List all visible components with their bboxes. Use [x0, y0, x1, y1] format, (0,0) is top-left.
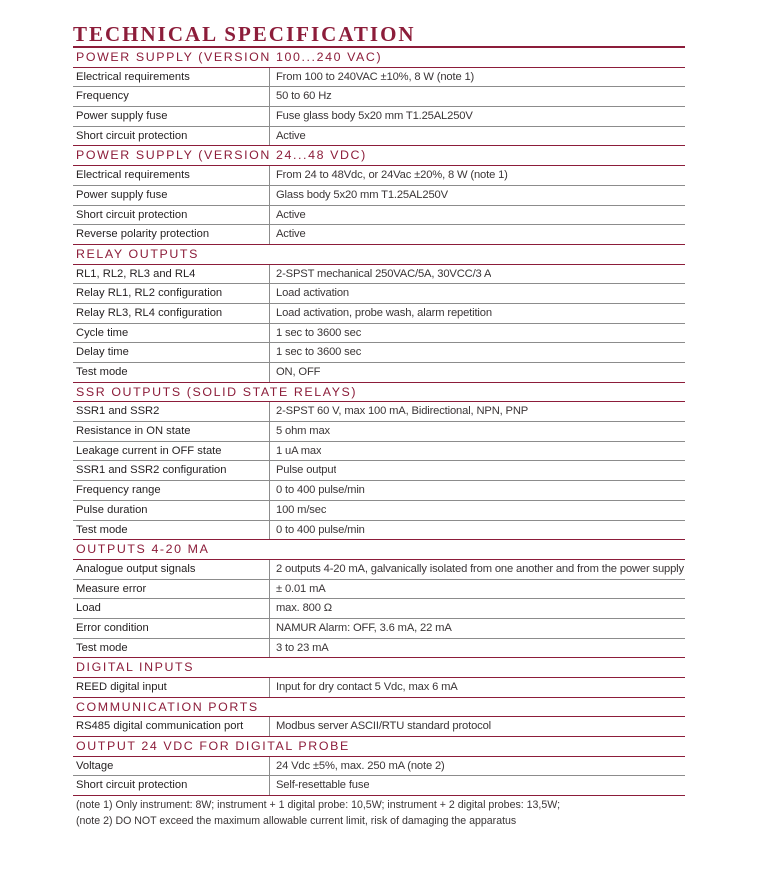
spec-value: Active	[276, 228, 306, 241]
spec-row	[73, 501, 685, 521]
spec-label: Test mode	[73, 363, 270, 382]
spec-label: Frequency range	[73, 481, 270, 500]
spec-section	[73, 540, 685, 658]
spec-label: Power supply fuse	[73, 186, 270, 205]
section-heading: POWER SUPPLY (VERSION 100...240 VAC)	[73, 48, 685, 68]
spec-label: Short circuit protection	[73, 127, 270, 146]
spec-row	[73, 776, 685, 796]
spec-label: Relay RL3, RL4 configuration	[73, 304, 270, 323]
spec-label: Load	[73, 599, 270, 618]
spec-row	[73, 87, 685, 107]
spec-label: Reverse polarity protection	[73, 225, 270, 244]
footnote-2: (note 2) DO NOT exceed the maximum allowable current limit, risk of damaging the apparatus	[76, 814, 517, 827]
spec-label: SSR1 and SSR2	[73, 402, 270, 421]
spec-row	[73, 678, 685, 698]
spec-row	[73, 225, 685, 245]
spec-value: Active	[276, 208, 306, 221]
spec-value: Glass body 5x20 mm T1.25AL250V	[276, 188, 448, 201]
spec-value: 1 sec to 3600 sec	[276, 346, 362, 359]
spec-value: 1 uA max	[276, 444, 322, 457]
spec-row	[73, 402, 685, 422]
spec-value: Load activation	[276, 287, 350, 300]
section-heading: RELAY OUTPUTS	[73, 245, 685, 265]
section-heading: DIGITAL INPUTS	[73, 658, 685, 678]
spec-row	[73, 304, 685, 324]
spec-value: Load activation, probe wash, alarm repetition	[276, 306, 492, 319]
spec-value: 3 to 23 mA	[276, 641, 329, 654]
spec-value: ± 0.01 mA	[276, 582, 326, 595]
spec-value: 50 to 60 Hz	[276, 90, 332, 103]
spec-label: RL1, RL2, RL3 and RL4	[73, 265, 270, 284]
spec-value: ON, OFF	[276, 366, 321, 378]
spec-row	[73, 619, 685, 639]
spec-table	[73, 48, 685, 796]
spec-value: Pulse output	[276, 464, 337, 477]
spec-value: 2-SPST 60 V, max 100 mA, Bidirectional, NPN, PNP	[276, 405, 529, 418]
spec-row	[73, 363, 685, 383]
spec-value: Fuse glass body 5x20 mm T1.25AL250V	[276, 110, 473, 123]
spec-value: Active	[276, 129, 306, 142]
spec-row	[73, 442, 685, 462]
spec-row	[73, 757, 685, 777]
spec-row	[73, 265, 685, 285]
spec-label: Delay time	[73, 343, 270, 362]
spec-row	[73, 717, 685, 737]
spec-row	[73, 599, 685, 619]
spec-value: 1 sec to 3600 sec	[276, 326, 362, 339]
spec-value: 2-SPST mechanical 250VAC/5A, 30VCC/3 A	[276, 267, 492, 280]
spec-row	[73, 639, 685, 659]
spec-sheet	[73, 20, 685, 829]
spec-value: 0 to 400 pulse/min	[276, 523, 365, 536]
spec-row	[73, 127, 685, 147]
spec-label: SSR1 and SSR2 configuration	[73, 461, 270, 480]
spec-value: 2 outputs 4-20 mA, galvanically isolated from one another and from the power supply	[276, 562, 684, 575]
section-heading: SSR OUTPUTS (SOLID STATE RELAYS)	[73, 383, 685, 403]
spec-section	[73, 245, 685, 383]
spec-value: From 100 to 240VAC ±10%, 8 W (note 1)	[276, 70, 475, 83]
spec-label: Power supply fuse	[73, 107, 270, 126]
spec-row	[73, 68, 685, 88]
spec-label: Electrical requirements	[73, 166, 270, 185]
spec-row	[73, 186, 685, 206]
footnote-1: (note 1) Only instrument: 8W; instrument + 1 digital probe: 10,5W; instrument + 2 digital probes: 13,5W;	[76, 799, 561, 812]
spec-label: Test mode	[73, 639, 270, 658]
spec-value: 100 m/sec	[276, 503, 327, 516]
spec-row	[73, 521, 685, 541]
footnotes	[73, 798, 685, 829]
spec-label: Measure error	[73, 580, 270, 599]
spec-label: Short circuit protection	[73, 206, 270, 225]
spec-label: Error condition	[73, 619, 270, 638]
spec-label: Cycle time	[73, 324, 270, 343]
spec-section	[73, 658, 685, 697]
spec-label: Leakage current in OFF state	[73, 442, 270, 461]
spec-row	[73, 206, 685, 226]
spec-section	[73, 698, 685, 737]
section-heading: POWER SUPPLY (VERSION 24...48 VDC)	[73, 146, 685, 166]
spec-value: From 24 to 48Vdc, or 24Vac ±20%, 8 W (note 1)	[276, 169, 508, 182]
section-heading: OUTPUTS 4-20 MA	[73, 540, 685, 560]
spec-value: 24 Vdc ±5%, max. 250 mA (note 2)	[276, 759, 445, 772]
spec-label: Electrical requirements	[73, 68, 270, 87]
spec-label: RS485 digital communication port	[73, 717, 270, 736]
spec-label: REED digital input	[73, 678, 270, 697]
spec-row	[73, 422, 685, 442]
spec-value: 5 ohm max	[276, 425, 330, 438]
spec-section	[73, 48, 685, 146]
spec-label: Resistance in ON state	[73, 422, 270, 441]
spec-row	[73, 580, 685, 600]
spec-value: Input for dry contact 5 Vdc, max 6 mA	[276, 681, 458, 693]
spec-row	[73, 560, 685, 580]
spec-row	[73, 343, 685, 363]
spec-label: Analogue output signals	[73, 560, 270, 579]
spec-value: max. 800 Ω	[276, 602, 332, 615]
spec-label: Pulse duration	[73, 501, 270, 520]
spec-row	[73, 284, 685, 304]
spec-value: Modbus server ASCII/RTU standard protocol	[276, 720, 492, 733]
spec-section	[73, 383, 685, 541]
section-heading: OUTPUT 24 VDC FOR DIGITAL PROBE	[73, 737, 685, 757]
spec-row	[73, 481, 685, 501]
spec-row	[73, 461, 685, 481]
spec-value: NAMUR Alarm: OFF, 3.6 mA, 22 mA	[276, 621, 452, 634]
spec-label: Relay RL1, RL2 configuration	[73, 284, 270, 303]
page-title: TECHNICAL SPECIFICATION	[73, 22, 416, 46]
spec-section	[73, 737, 685, 796]
section-heading: COMMUNICATION PORTS	[73, 698, 685, 718]
spec-label: Short circuit protection	[73, 776, 270, 795]
spec-value: 0 to 400 pulse/min	[276, 484, 365, 497]
spec-section	[73, 146, 685, 244]
spec-row	[73, 107, 685, 127]
spec-label: Frequency	[73, 87, 270, 106]
spec-value: Self-resettable fuse	[276, 779, 370, 792]
spec-label: Voltage	[73, 757, 270, 776]
spec-row	[73, 324, 685, 344]
spec-row	[73, 166, 685, 186]
spec-label: Test mode	[73, 521, 270, 540]
